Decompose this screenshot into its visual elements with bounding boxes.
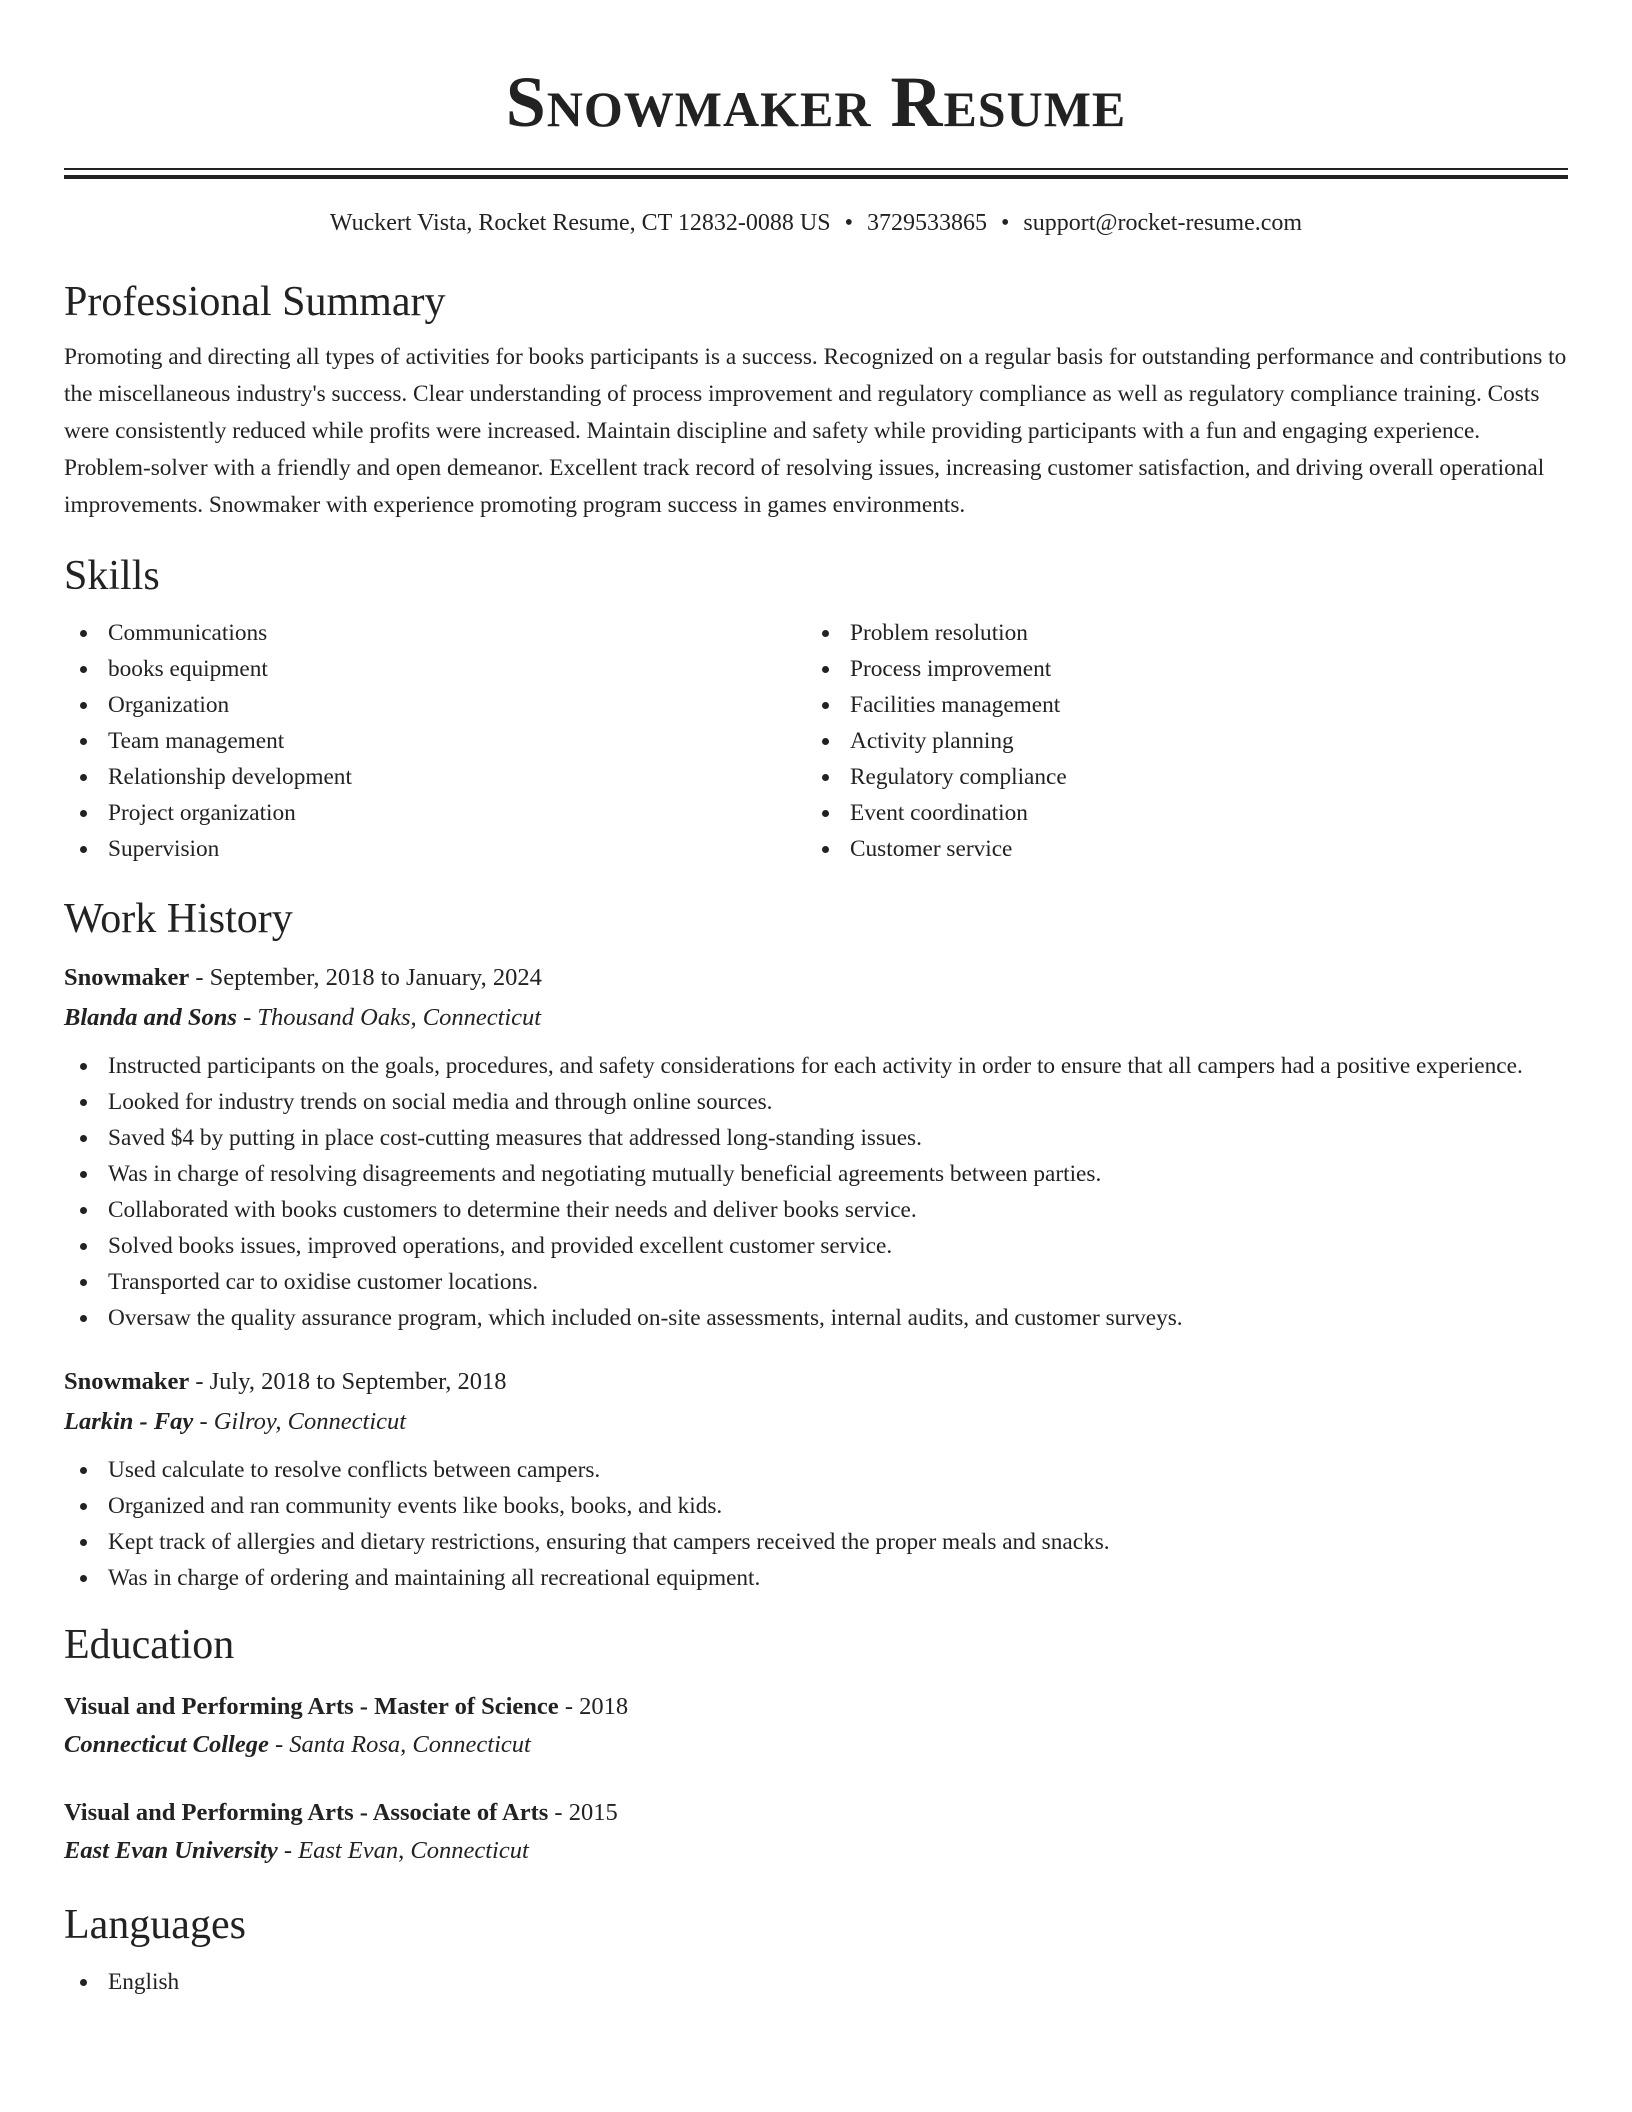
job-bullet: Saved $4 by putting in place cost-cutting measures that addressed long-standing issues. [64, 1120, 1568, 1156]
summary-text: Promoting and directing all types of activities for books participants is a success. Recognized on a regular basis for outstanding performance and contributions to the miscellaneous industry's success. Clear understanding of process improvement and regulatory compliance as well as regulatory compliance training. Costs were consistently reduced while profits were increased. Maintain discipline and safety while providing participants with a fun and engaging experience. Problem-solver with a friendly and open demeanor. Excellent track record of resolving issues, increasing customer satisfaction, and driving overall operational improvements. Snowmaker with experience promoting program success in games environments. [64, 344, 1567, 518]
contact-phone: 3729533865 [866, 210, 987, 236]
degree-year: - 2018 [558, 1693, 629, 1720]
resume-page [64, 0, 1568, 2000]
language-item: English [64, 1964, 1568, 2000]
job-bullet: Was in charge of ordering and maintaining all recreational equipment. [64, 1560, 1568, 1596]
job-company-line [64, 998, 1568, 1038]
job-title-line [64, 958, 1568, 998]
school-name: East Evan University [64, 1837, 278, 1864]
degree-year: - 2015 [548, 1799, 618, 1826]
contact-separator: • [1000, 210, 1010, 236]
school-line [64, 1726, 1568, 1764]
skill-item: Event coordination [806, 795, 1548, 831]
job-title: Snowmaker [64, 964, 190, 991]
job-bullet: Organized and ran community events like books, books, and kids. [64, 1488, 1568, 1524]
skills-left-list [64, 615, 806, 867]
job-bullets [64, 1452, 1568, 1596]
skill-item: Process improvement [806, 651, 1548, 687]
skill-item: Supervision [64, 831, 806, 867]
job-company-line [64, 1402, 1568, 1442]
job-bullet: Kept track of allergies and dietary restrictions, ensuring that campers received the proper meals and snacks. [64, 1524, 1568, 1560]
job-location: - Gilroy, Connecticut [193, 1408, 407, 1435]
job-title-line [64, 1362, 1568, 1402]
job-dates: - September, 2018 to January, 2024 [189, 964, 542, 991]
skill-item: Facilities management [806, 687, 1548, 723]
skill-item: Communications [64, 615, 806, 651]
degree-line [64, 1794, 1568, 1832]
job-title: Snowmaker [64, 1368, 190, 1395]
skill-item: Organization [64, 687, 806, 723]
skill-item: Activity planning [806, 723, 1548, 759]
contact-line [64, 206, 1568, 240]
job-location: - Thousand Oaks, Connecticut [236, 1004, 542, 1031]
contact-address: Wuckert Vista, Rocket Resume, CT 12832-0088 US [329, 210, 831, 236]
skill-item: Regulatory compliance [806, 759, 1548, 795]
job-company: Blanda and Sons [64, 1004, 237, 1031]
school-location: - Santa Rosa, Connecticut [268, 1731, 531, 1758]
skills-right-list [806, 615, 1548, 867]
job-bullet: Looked for industry trends on social media and through online sources. [64, 1084, 1568, 1120]
education-entry [64, 1794, 1568, 1870]
job-company: Larkin - Fay [64, 1408, 194, 1435]
contact-email: support@rocket-resume.com [1023, 210, 1303, 236]
job-bullet: Oversaw the quality assurance program, which included on-site assessments, internal audits, and customer surveys. [64, 1300, 1568, 1336]
job-bullets [64, 1048, 1568, 1336]
skill-item: Project organization [64, 795, 806, 831]
summary-heading: Professional Summary [64, 279, 446, 325]
job-bullet: Solved books issues, improved operations, and provided excellent customer service. [64, 1228, 1568, 1264]
skill-item: Team management [64, 723, 806, 759]
job-entry [64, 1362, 1568, 1596]
skills-columns [64, 615, 1568, 867]
skill-item: books equipment [64, 651, 806, 687]
work-history-heading: Work History [64, 896, 293, 942]
job-dates: - July, 2018 to September, 2018 [189, 1368, 507, 1395]
languages-list [64, 1964, 1568, 2000]
skill-item: Relationship development [64, 759, 806, 795]
resume-title: Snowmaker Resume [505, 62, 1127, 142]
job-bullet: Instructed participants on the goals, procedures, and safety considerations for each activity in order to ensure that all campers had a positive experience. [64, 1048, 1568, 1084]
skill-item: Customer service [806, 831, 1548, 867]
degree-name: Visual and Performing Arts - Master of Science [64, 1693, 559, 1720]
school-line [64, 1832, 1568, 1870]
education-entry [64, 1688, 1568, 1764]
education-heading: Education [64, 1622, 235, 1668]
job-bullet: Collaborated with books customers to determine their needs and deliver books service. [64, 1192, 1568, 1228]
title-divider [64, 168, 1568, 179]
school-name: Connecticut College [64, 1731, 269, 1758]
school-location: - East Evan, Connecticut [277, 1837, 529, 1864]
job-bullet: Transported car to oxidise customer locations. [64, 1264, 1568, 1300]
degree-line [64, 1688, 1568, 1726]
skills-heading: Skills [64, 553, 160, 599]
contact-separator: • [844, 210, 853, 236]
job-bullet: Used calculate to resolve conflicts between campers. [64, 1452, 1568, 1488]
degree-name: Visual and Performing Arts - Associate of Arts [64, 1799, 549, 1826]
job-bullet: Was in charge of resolving disagreements and negotiating mutually beneficial agreements between parties. [64, 1156, 1568, 1192]
job-entry [64, 958, 1568, 1336]
languages-heading: Languages [64, 1902, 246, 1948]
skill-item: Problem resolution [806, 615, 1548, 651]
